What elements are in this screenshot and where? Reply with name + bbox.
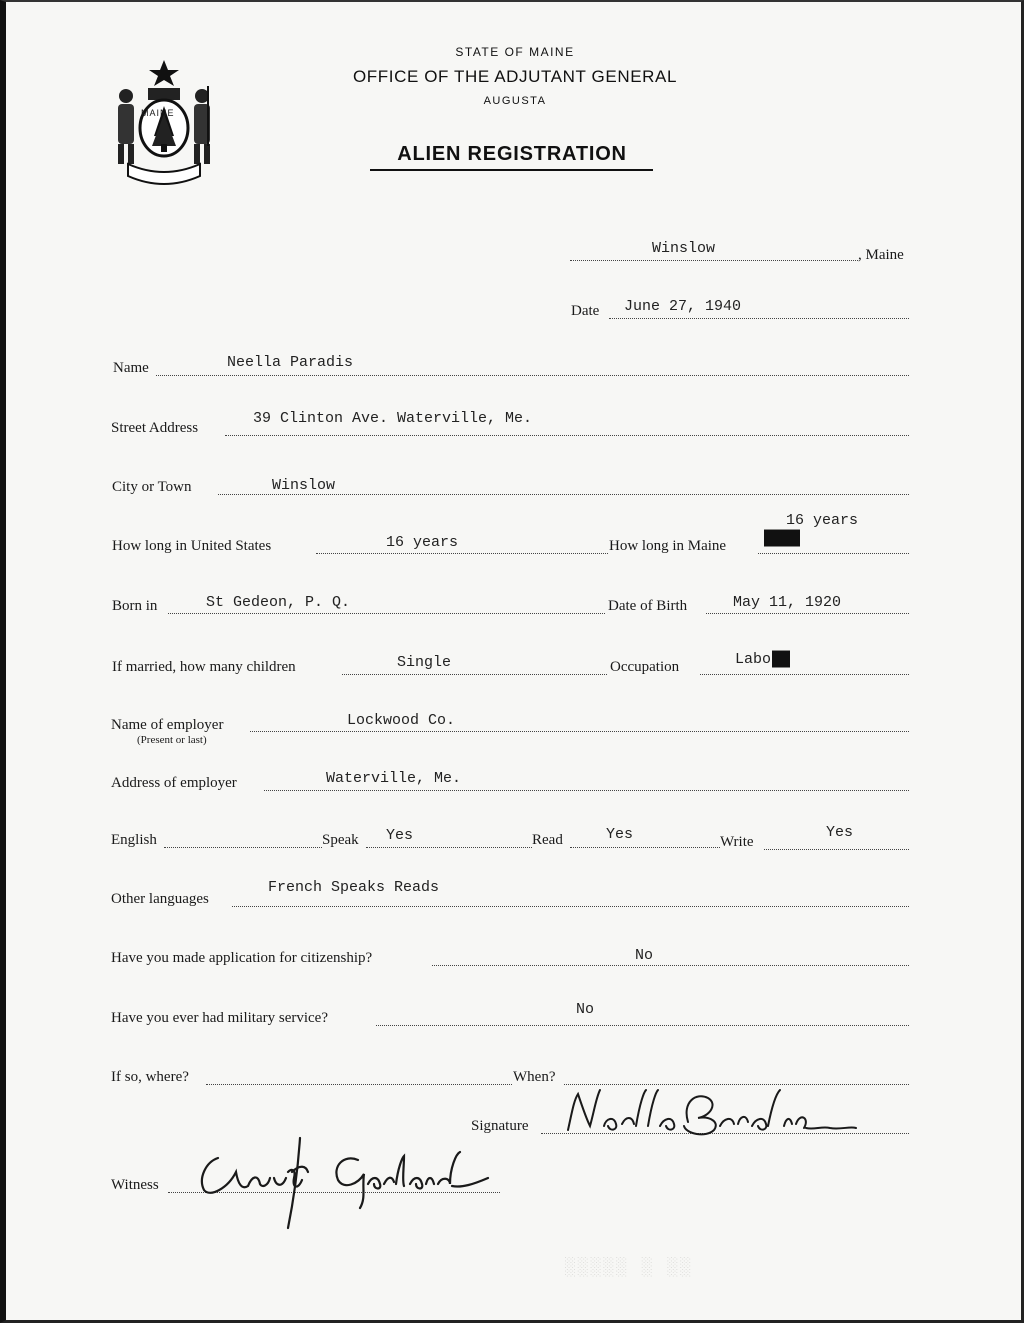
write-label: Write xyxy=(720,834,754,850)
title-underline xyxy=(370,169,653,171)
city-town-label: City or Town xyxy=(112,479,192,495)
other-languages-value: French Speaks Reads xyxy=(268,879,440,896)
how-long-us-value: 16 years xyxy=(386,534,459,551)
write-value: Yes xyxy=(826,824,854,841)
date-label: Date xyxy=(571,303,600,319)
born-in-label: Born in xyxy=(112,598,158,614)
date-of-birth-line xyxy=(706,613,909,614)
speak-value: Yes xyxy=(386,827,414,844)
citizenship-label: Have you made application for citizenship? xyxy=(111,950,373,966)
children-value: Single xyxy=(397,654,452,671)
header-office: OFFICE OF THE ADJUTANT GENERAL xyxy=(352,67,678,86)
born-in-value: St Gedeon, P. Q. xyxy=(206,594,351,611)
english-line xyxy=(164,847,322,848)
citizenship-value: No xyxy=(635,947,654,964)
if-so-where-line xyxy=(206,1084,512,1085)
read-label: Read xyxy=(532,832,563,848)
employer-address-value: Waterville, Me. xyxy=(326,770,462,787)
date-of-birth-label: Date of Birth xyxy=(608,598,688,614)
location-town-value: Winslow xyxy=(652,240,716,257)
occupation-value: Labo xyxy=(735,651,772,668)
english-label: English xyxy=(111,832,157,848)
city-town-value: Winslow xyxy=(272,477,336,494)
signature-handwriting-icon xyxy=(560,1082,860,1142)
military-label: Have you ever had military service? xyxy=(111,1010,328,1026)
when-label: When? xyxy=(513,1069,556,1085)
name-value: Neella Paradis xyxy=(227,354,354,371)
form-title: ALIEN REGISTRATION xyxy=(397,143,627,165)
read-line xyxy=(570,847,720,848)
employer-address-label: Address of employer xyxy=(111,775,237,791)
born-in-line xyxy=(168,613,605,614)
how-long-maine-label: How long in Maine xyxy=(609,538,727,554)
citizenship-line xyxy=(432,965,909,966)
city-town-line xyxy=(218,494,909,495)
children-label: If married, how many children xyxy=(112,659,296,675)
date-value: June 27, 1940 xyxy=(624,298,742,315)
street-address-value: 39 Clinton Ave. Waterville, Me. xyxy=(253,410,533,427)
speak-label: Speak xyxy=(322,832,359,848)
employer-label: Name of employer xyxy=(111,717,224,733)
military-value: No xyxy=(576,1001,595,1018)
witness-handwriting-icon xyxy=(188,1128,498,1232)
street-address-line xyxy=(225,435,909,436)
how-long-us-label: How long in United States xyxy=(112,538,272,554)
name-label: Name xyxy=(113,360,149,376)
seal-text: MAINE xyxy=(141,108,175,118)
other-languages-line xyxy=(232,906,909,907)
employer-value: Lockwood Co. xyxy=(347,712,456,729)
speak-line xyxy=(366,847,532,848)
street-address-label: Street Address xyxy=(111,420,199,436)
struck-out-entry: ████ xyxy=(764,530,801,547)
write-line xyxy=(764,849,909,850)
header-state: STATE OF MAINE xyxy=(455,45,575,59)
employer-sub-label: (Present or last) xyxy=(137,734,207,746)
signature-label: Signature xyxy=(471,1118,529,1134)
faint-stamp-ghost: ░░░░░ ░ ░░ xyxy=(565,1258,694,1278)
struck-out-occupation: ██ xyxy=(772,651,791,668)
how-long-maine-line xyxy=(758,553,909,554)
occupation-line xyxy=(700,674,909,675)
occupation-label: Occupation xyxy=(610,659,680,675)
how-long-us-line xyxy=(316,553,608,554)
employer-line xyxy=(250,731,909,732)
header-city: AUGUSTA xyxy=(483,95,547,107)
name-line xyxy=(156,375,909,376)
how-long-maine-value: 16 years xyxy=(786,512,859,529)
military-line xyxy=(376,1025,909,1026)
location-line xyxy=(570,260,858,261)
location-state-label: , Maine xyxy=(858,247,904,263)
witness-label: Witness xyxy=(111,1177,159,1193)
employer-address-line xyxy=(264,790,909,791)
if-so-where-label: If so, where? xyxy=(111,1069,189,1085)
children-line xyxy=(342,674,607,675)
other-languages-label: Other languages xyxy=(111,891,209,907)
read-value: Yes xyxy=(606,826,634,843)
date-line xyxy=(609,318,909,319)
date-of-birth-value: May 11, 1920 xyxy=(733,594,842,611)
